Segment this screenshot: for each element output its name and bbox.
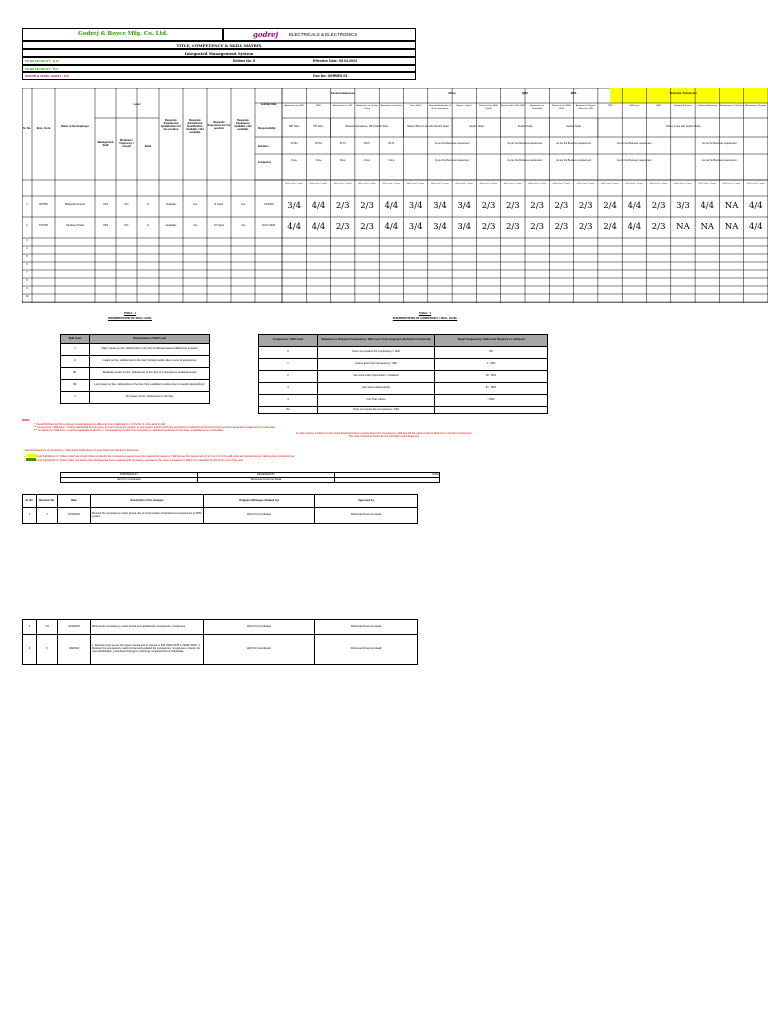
resp-cell-5: Section Head [517,125,533,128]
emp-join: 7/1/2019 [263,203,274,206]
group-header-0: General Awareness [330,92,355,95]
t2-cell-t: 0% [435,347,548,359]
t2-cell-k: NA [259,407,318,414]
skill-label-0: Skill Level / Comp. [285,183,304,185]
tech-header: Requisite Educational Qualification Available / Not available [186,119,204,134]
revision-cell-date: 4/23/2019 [58,620,91,635]
t2-cell-t: 26 - 50% [435,371,548,383]
skill-label-16: Skill Level / Comp. [673,183,692,185]
score-cell: NA [676,222,690,232]
resp-cell-1: HR Team [313,125,324,128]
emp-work: NO [124,203,129,206]
sub-header-14: 5S/Kaizen [629,105,640,107]
duration-cell-7: As per the Business requirement [556,142,591,145]
revision-cell-rev: 4 [37,508,58,524]
blank-row-number: 3 [26,239,28,242]
edition: Edition No. 5 [233,59,255,63]
division-name: ELECTRICALS & ELECTRONICS [289,32,358,37]
skill-label-19: Skill Level / Comp. [746,183,765,185]
t2-cell-t: 1 - 25% [435,359,548,371]
revision-cell-appr: Divisional Personnel Head [315,508,418,524]
notes-block [34,424,734,439]
sub-header-10: Awareness on Standards [530,105,545,110]
level-header: Level [133,103,141,106]
skill-label-1: Skill Level / Comp. [309,183,328,185]
prepared-name: HR (FO) Coordinator [61,478,198,483]
frequency-cell-5: As per the Business requirement [434,159,470,162]
frequency-cell-2: Once [339,159,346,162]
revision-cell-rev: 4.6 [37,620,58,635]
duration-cell-6: As per the Business requirement [507,142,543,145]
emp-exp: 8 Years [214,203,224,206]
note-review-frequency: • Review frequency of competency / skill matrix will be done on year basis and with every Promotion. [24,449,140,452]
t2-cell-k: 1 [259,359,318,371]
skill-label-7: Skill Level / Comp. [455,183,474,185]
emp-code: 947565 [39,203,48,206]
resp-cell-7: Trainer in line with Section Head [665,125,701,128]
sub-header-15: SMD [656,105,662,107]
score-cell: 2/3 [530,222,544,232]
skill-label-18: Skill Level / Comp. [722,183,741,185]
blank-row-number: 6 [26,263,28,266]
score-cell: 2/3 [578,222,593,232]
effective-date: Effective Date: 05.04.2023 [313,59,357,63]
name-header: Name of the Employee [61,125,89,128]
fill-ho: TO BE FILLED BY : H.O. [25,59,60,63]
sub-header-12: Awareness Program Elements OHS [575,105,596,110]
t2-row [259,395,548,407]
blank-row-number: 4 [26,247,28,250]
document-title: TITLE, COMPETENCY & SKILL MATRIX [176,43,262,48]
system-name: Integrated Management System [184,51,254,56]
table1 [60,334,210,404]
emp-work: NO [124,224,129,227]
score-cell: 2/3 [651,201,666,211]
sub-header-17: Vehicles Maintaining [697,105,718,107]
emp-exp: 10 Years [213,224,225,227]
score-cell: 2/4 [603,222,617,232]
t1-cell-k: 1 [61,344,90,356]
emp-name: Sandeep Tiwari [66,224,84,227]
score-cell: 2/3 [651,222,666,232]
sheet-label: GROUP & LEVEL: SHEET : F.O [25,73,69,78]
skill-label-15: Skill Level / Comp. [649,183,668,185]
t2-col3: Target Competency / Skill Level Required vs. Achieved [435,335,548,347]
sub-header-0: Awareness on QMS [284,105,304,107]
duration-cell-1: 15 Hrs [314,142,322,145]
revision-row [23,620,418,635]
resp-cell-4: Section Head [469,125,484,128]
sr-header: Sr. No. [22,127,32,130]
resp-cell-3: Safety Officer in line with Section Head [407,125,449,128]
score-cell: 4/4 [627,222,642,232]
sub-header-1: EMS [316,105,321,107]
t2-row [259,371,548,383]
score-cell: 3/4 [457,201,472,211]
t1-row [61,344,210,356]
score-cell: 2/3 [360,222,374,232]
emp-name: Mahendra Kumar [64,203,86,206]
t2-cell-k: 2 [259,371,318,383]
duration-cell-0: 60 Hrs [290,142,298,145]
blank-row-number: 10 [25,295,29,298]
frequency-cell-1: Once [315,159,322,162]
sub-header-16: Winding Practices [674,105,692,107]
t2-cell-t: 51 - 85% [435,383,548,395]
duration-cell-2: 60 Hr [339,142,346,145]
score-cell: NA [700,222,715,232]
score-cell: 2/3 [554,222,569,232]
t1-row [61,380,210,392]
rev-h-appr: Approved by [315,495,418,508]
skill-label-9: Skill Level / Comp. [503,183,522,185]
score-cell: 3/4 [457,222,472,232]
note-line: The value is listed as below for the intended review frequency. [348,434,420,438]
revision-table [22,494,418,524]
sub-header-9: Review of the OHS QMS [500,105,525,107]
freq-label: Frequency [258,161,272,164]
revision-table-continued [22,619,418,665]
t1-cell-k: 2 [61,356,90,368]
score-cell: 3/3 [676,201,690,211]
revision-cell-sr: 1 [23,508,37,524]
duration-cell-3: 60 Hr [364,142,370,145]
resp-cell-0: ISM Team [288,125,300,128]
frequency-cell-8: As per the Business requirement [616,159,652,162]
group-header-3: EMS [570,92,577,95]
t1-cell-v: Moderate impact on line, deficiencies in the duty of employees at moderate levels [90,368,210,380]
t2-cell-k: 4 [259,395,318,407]
score-cell: 2/3 [335,222,350,232]
t2-cell-v: Can work under Supervision / Guidance [318,371,435,383]
score-cell: 2/3 [554,201,569,211]
revision-row [23,635,418,665]
group-header-4: Technical / Functional [669,92,697,95]
rev-h-desc: Description of the changes [91,495,204,508]
rev-h-date: Date [58,495,91,508]
emp-band: G [146,224,150,227]
t2-row [259,407,548,414]
t1-row [61,368,210,380]
fill-row-3 [22,71,416,80]
skill-label-17: Skill Level / Comp. [698,183,717,185]
t1-cell-v: No impact on line, deficiencies in the duty [90,392,210,404]
doc-number: Doc No. G/HR/ES 03 [313,73,348,78]
notes-label: NOTE: [22,419,31,422]
skill-label-12: Skill Level / Comp. [576,183,595,185]
score-cell: 3/4 [433,201,447,211]
score-cell: 4/4 [384,201,399,211]
competency-matrix [22,88,768,303]
score-cell: 4/4 [311,201,326,211]
table2-subtitle: INTERPRETATION OF COMPETENCY / SKILL LEVEL [392,317,458,320]
frequency-cell-4: Once [388,159,395,162]
revision-cell-sr: 3 [23,635,37,665]
note-b3: Cells highlighted in "Green Color" are shown the individual has been imparted with the training required to the same competency / skill in F.O. identified by which the end of the year. [36,459,244,462]
frequency-cell-9: As per the Business requirement [702,159,737,162]
score-cell: 2/3 [335,201,350,211]
emp-tech: Yes [192,224,198,227]
skill-label-13: Skill Level / Comp. [600,183,620,185]
sub-header-2: Awareness on OHS [333,105,353,107]
emp-code: 577900 [39,224,48,227]
group-header-1: Office [448,92,456,95]
revision-cell-appr: Divisional Personnel Head [315,620,418,635]
t2-cell-v: Does not possess the Competency / Skill [318,347,435,359]
mgmt-header: Management Staff [97,141,114,147]
t2-cell-v: Can work Independently [318,383,435,395]
sub-header-4: Awareness on Kaizen [380,105,402,107]
resp-cell-6: Section Head [566,125,581,128]
score-cell: 3/4 [408,201,423,211]
reviewed-by: REVIEWED BY [198,473,335,478]
rev-h-rev: Revision No. [37,495,58,508]
frequency-cell-0: Once [291,159,297,162]
score-cell: 4/4 [311,222,326,232]
revision-cell-rev: 5 [37,635,58,665]
t2-col2: Relevance to Required Competency / Skill Level of the employee (Technical / Functional) [318,335,435,347]
table2-title: TABLE - 2 [418,312,432,315]
green-swatch [26,458,36,461]
t2-row [259,347,548,359]
exp-header: Requisite Experience for the position [207,121,231,130]
score-cell: 2/3 [530,201,544,211]
score-cell: 2/3 [481,201,496,211]
resp-cell-2: Business Excellence, HR & Admin Team [345,125,389,128]
t1-cell-v: Low impact on line, deficiencies in the duty (Not a deficient position due to overall required duty) [90,380,210,392]
t1-cell-v: Major impact on line, deficiencies in the duty of skill and aspect skills/Level to duties [90,344,210,356]
sub-header-11: Review of the EMS 14001 [552,105,571,110]
skill-label-10: Skill Level / Comp. [528,183,547,185]
skill-label-5: Skill Level / Comp. [406,183,425,185]
score-cell: 4/4 [748,222,763,232]
score-cell: 3/4 [433,222,447,232]
company-name: Godrej & Boyce Mfg. Co. Ltd. [78,31,168,37]
skill-label-8: Skill Level / Comp. [479,183,498,185]
t1-col2: Interpretation of Skill Level [90,335,210,344]
signature-table [60,472,440,483]
table1-title: TABLE - 1 [123,312,137,315]
sub-header-7: Aspect - Impact [456,105,472,107]
revision-cell-orig: HR (FO) Coordinator [204,635,315,665]
blank-row-number: 9 [26,287,28,290]
sub-header-18: Maintenance of Vehicles [719,105,744,107]
score-cell: 2/3 [360,201,374,211]
t2-cell-v: Can Train others [318,395,435,407]
revision-cell-date: 4/8/2023 [58,635,91,665]
t2-col1: Competency / Skill Level [259,335,318,347]
revision-cell-desc: Revised the competency matrix format due to incorporation of behavioral competencies in PDM system. [91,508,204,524]
blank-row-number: 7 [26,271,28,274]
dur-label: Duration [258,145,269,148]
band-header: Band [144,145,152,148]
t1-cell-v: Impact on line, deficiencies in the duty (Critical position due to poor of experience) [90,356,210,368]
emp-band: G [146,203,150,206]
t2-cell-v: Learns about the Competency / Skill [318,359,435,371]
note-green [24,458,744,463]
revision-cell-orig: HR (FO) Coordinator [204,508,315,524]
score-cell: 4/4 [627,201,642,211]
sub-header-3: Awareness on Quality Policy [356,105,378,110]
rev-h-orig: Originator(Changes initiated by) [204,495,315,508]
table2 [258,334,548,414]
revision-cell-sr: 2 [23,620,37,635]
t2-row [259,383,548,395]
t2-cell-t [435,407,548,414]
exp-avail-header: Requisite Experience Available / Not available [234,119,252,131]
matrix-grid [22,88,768,303]
skill-label-3: Skill Level / Comp. [357,183,377,185]
skill-label-4: Skill Level / Comp. [382,183,401,185]
t2-cell-t: > 86% [435,395,548,407]
sub-header-13: TPM [607,105,613,107]
t2-cell-k: 0 [259,347,318,359]
t1-cell-k: T [61,392,90,404]
blank-row-number: 5 [26,255,28,258]
duration-cell-8: As per the Business requirement [616,142,652,145]
skill-label-11: Skill Level / Comp. [552,183,571,185]
resp-label: Responsibility [258,127,276,130]
frequency-cell-6: As per the Business requirement [507,159,543,162]
score-cell: 2/3 [505,201,520,211]
skill-label-2: Skill Level / Comp. [333,183,352,185]
t2-cell-v: Does not require the Competency / Skill [318,407,435,414]
note-line: *** Competency / Skill level - It will be applicable to all the n = Comparatively in which the competency / skill level performance has been evaluated as on review date. [34,428,224,432]
sub-header-19: Maintenance Program [745,105,767,107]
revision-cell-desc: Revised the competency matrix format and updated the competency / employees. [91,620,204,635]
note-line: ** Competency / Skill level - It will be applicable to only those who are new to the position or new joiners and for which the competency / skill and performance have not been assessed / judged as on review date. [34,425,276,429]
qual-header: Requisite Educational Qualification for the position [161,119,181,131]
revision-row [23,508,418,524]
note-line: In order signing out listing of the below listed hand and a review where the competency / skill has led the value of that is Noted from the hard requirement. [295,431,473,435]
note-line: * Overall Skill level of the employee (yearly depend on different) of an individual in 1 / 2 for the 3 x-Key activity skill. [34,423,166,426]
t1-cell-k: B1 [61,368,90,380]
frequency-cell-3: Once [364,159,370,162]
skill-label-14: Skill Level / Comp. [625,183,644,185]
skill-label-6: Skill Level / Comp. [430,183,449,185]
duration-cell-9: As per the Business requirement [702,142,737,145]
score-cell: 4/4 [384,222,399,232]
t1-row [61,356,210,368]
emp-exp_avail: Yes [240,224,246,227]
godrej-logo: godrej [253,30,279,39]
duration-cell-5: As per the Business requirement [434,142,470,145]
revision-cell-orig: HR (FO) Coordinator [204,620,315,635]
yellow-swatch [26,454,36,457]
t2-row [259,359,548,371]
join-header: Joining Date [260,103,277,106]
emp-mgmt: YES [102,203,109,206]
date-label: DATE [335,473,440,478]
t2-cell-k: 3 [259,383,318,395]
group-header-2: QMS [522,92,528,95]
t1-col1: Skill Level [61,335,90,344]
emp-mgmt: YES [102,224,109,227]
revision-cell-desc: 1. Revision done as per the upper manual due to change in IMS (9001:2015 & 14001:2015). 2. Revision the competency matrix format and updated the competency / employees, criterion for new identification, procedural change for capturing competencies for individuals. [91,635,204,665]
emp-exp_avail: Yes [240,203,246,206]
sub-header-5: Store Work [410,105,422,107]
fill-fo: TO BE FILLED BY : F.O. [25,66,59,71]
score-cell: 4/4 [748,201,763,211]
emp-join: 10-07-2020 [261,224,276,227]
score-cell: 3/4 [408,222,423,232]
score-cell: NA [724,222,739,232]
frequency-cell-7: As per the Business requirement [556,159,591,162]
score-cell: 3/4 [287,201,301,211]
emp-sr: 2 [26,224,28,227]
sub-header-6: Hazard Identification & Risk assessment [428,105,451,110]
workmen-header: Workmen / Temporary / Casual [119,139,134,148]
emp-qual: Graduate [165,224,177,227]
revision-cell-date: 5/23/2018 [58,508,91,524]
duration-cell-4: 60 Hr [388,142,395,145]
t1-cell-k: B2 [61,380,90,392]
prepared-by: PREPARED BY [61,473,198,478]
emp-tech: Yes [192,203,198,206]
score-cell: 2/4 [603,201,617,211]
score-cell: 4/4 [700,201,715,211]
rev-h-sr: Sr. No. [23,495,37,508]
blank-row-number: 8 [26,279,28,282]
reviewed-name: Divisional Personnel Head [198,478,335,483]
note-b1: Review frequency of competency / skill matrix will be done on year basis and with every Promotion. [25,449,140,452]
score-cell: 2/3 [578,201,593,211]
document-header [22,28,414,78]
score-cell: NA [724,201,739,211]
note-b2: Cells highlighted in "Yellow Color" are shown that is to identify the competency gap to meet the required Competency / Skill as per the requirement (2 to 3 or 3 to 4) for skill, actioned required as per training plan, monitored, etc. [36,455,296,458]
code-header: Emp. Code [36,127,51,130]
table1-subtitle: INTERPRETATION OF SKILL LEVEL [108,317,152,320]
score-cell: 2/3 [481,222,496,232]
score-cell: 4/4 [287,222,301,232]
emp-qual: Graduate [165,203,177,206]
t1-row [61,392,210,404]
sub-header-8: Review of the EMS (QMS) [479,105,498,110]
revision-cell-appr: Divisional Personnel Head [315,635,418,665]
emp-sr: 1 [26,203,28,206]
score-cell: 2/3 [505,222,520,232]
